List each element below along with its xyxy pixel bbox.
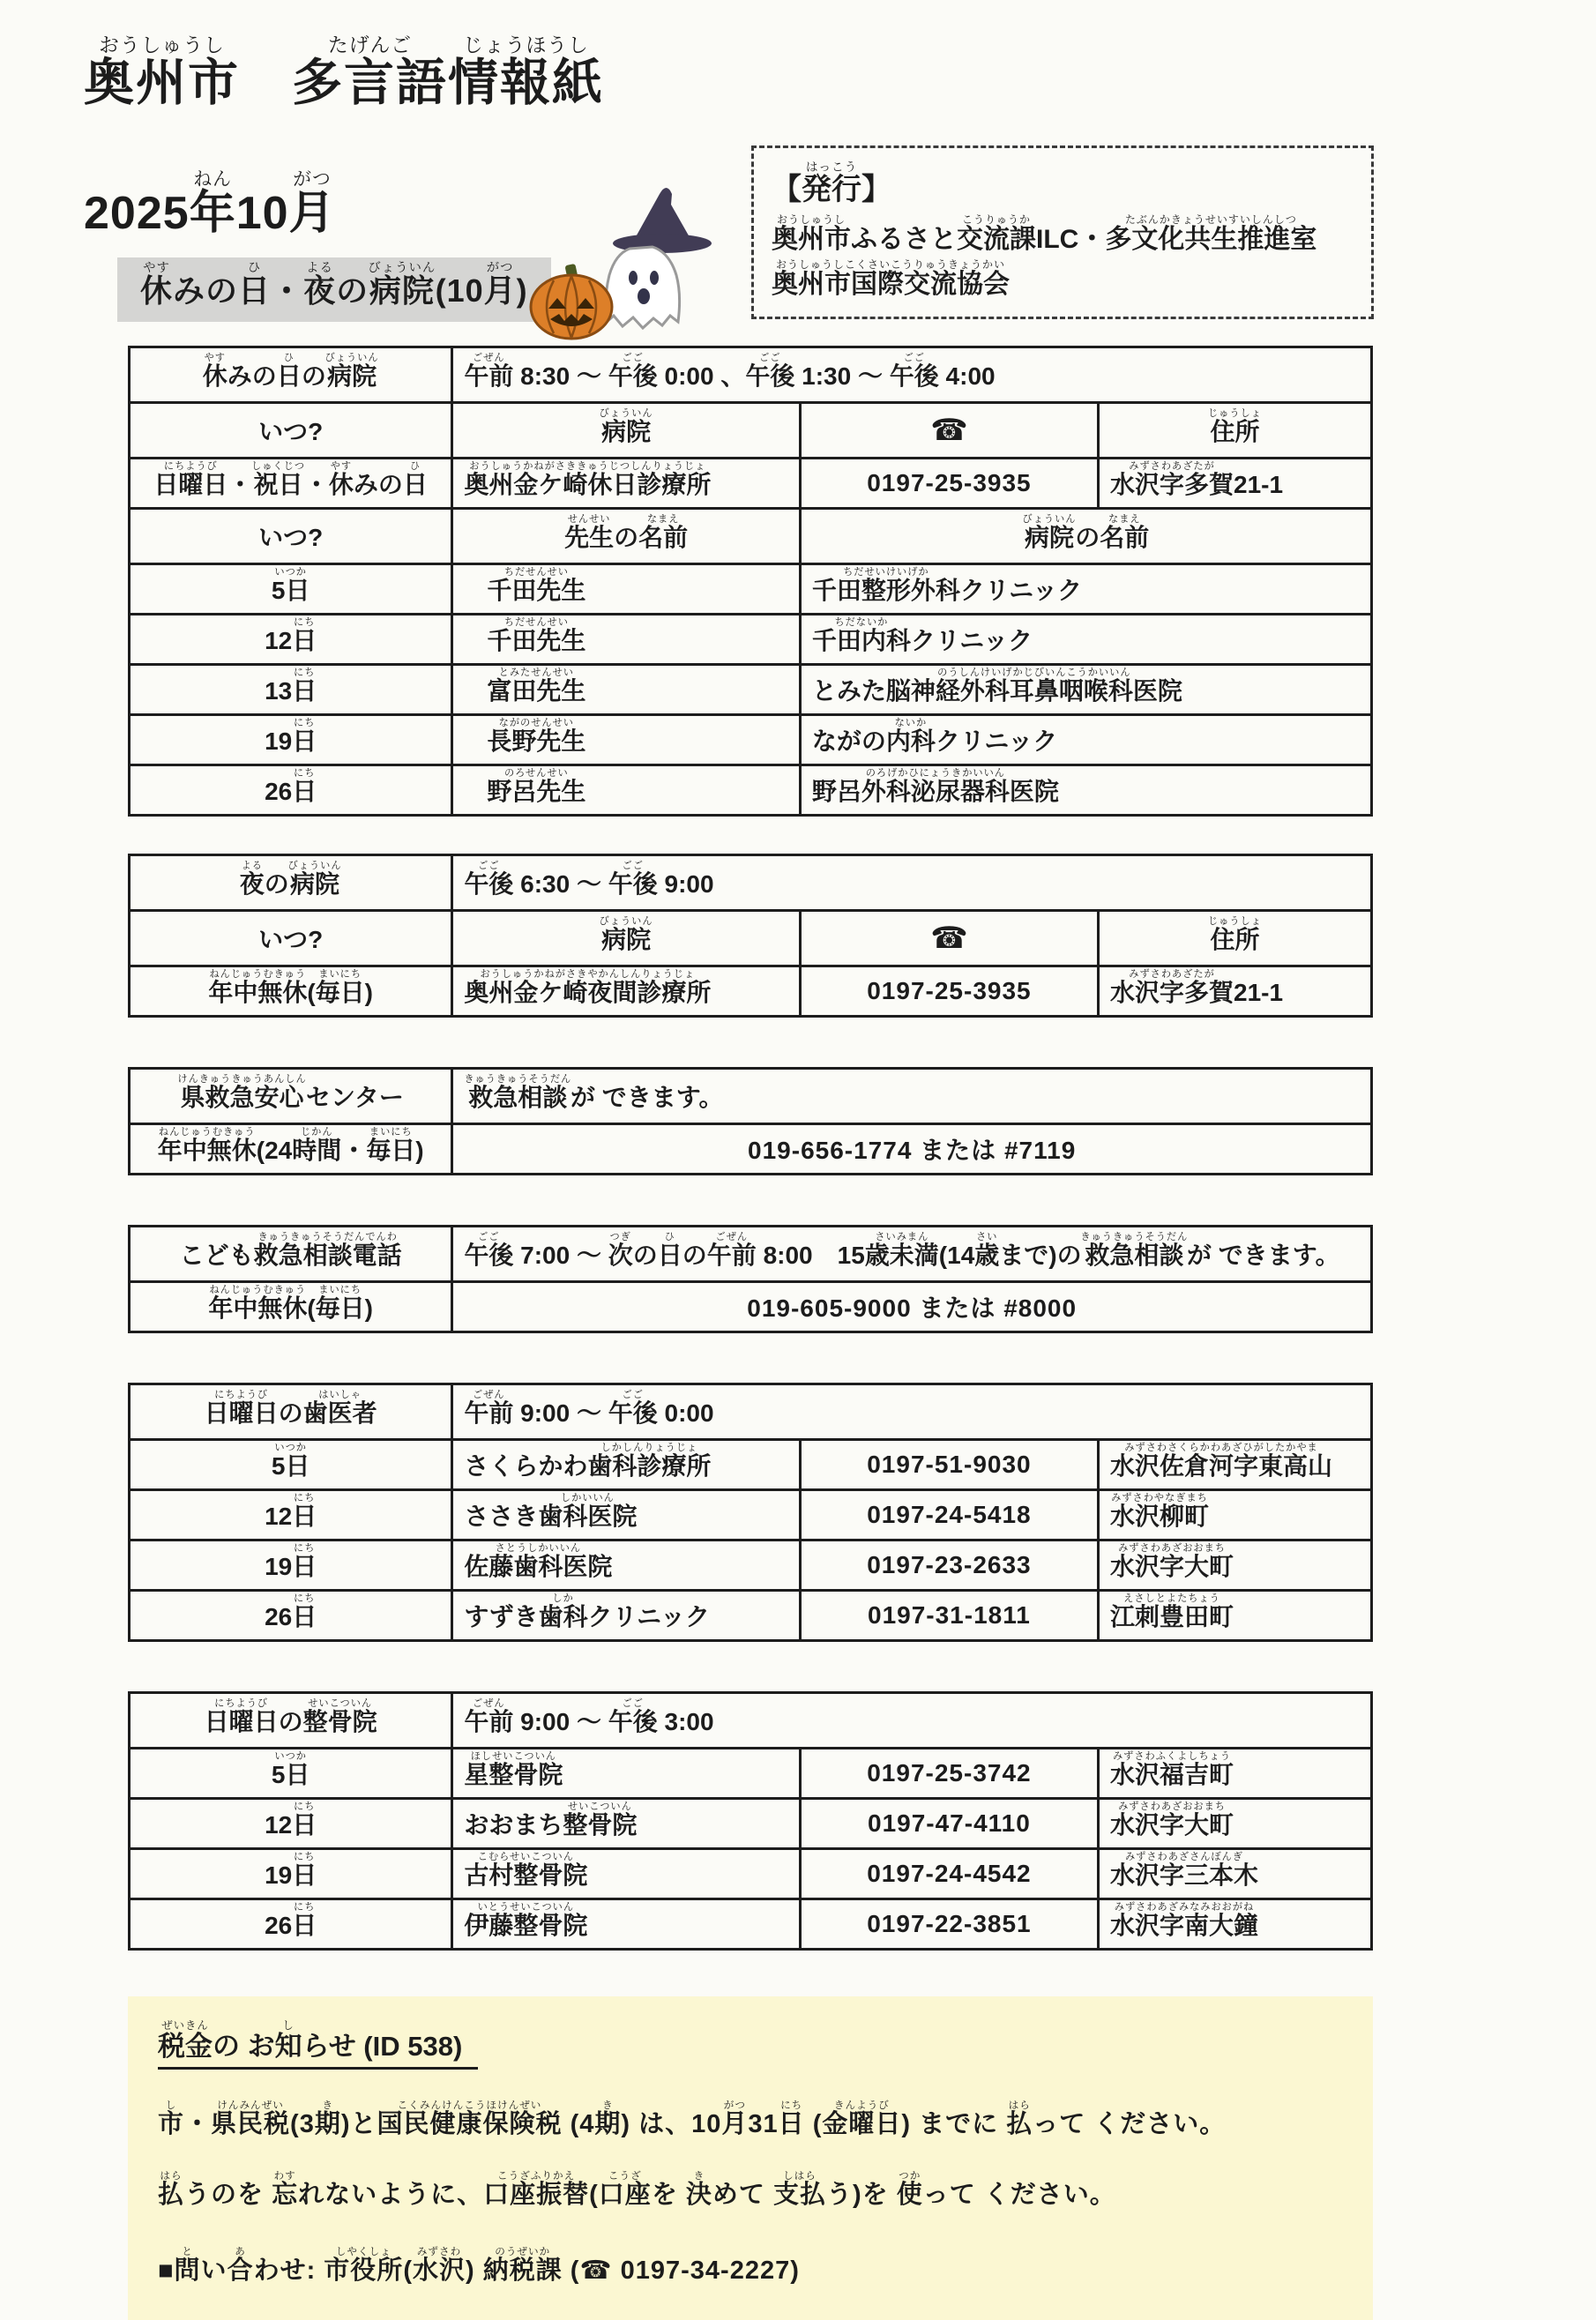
night-table-hours: 午後ごご 6:30 ～ 午後ごご 9:00 <box>452 855 1372 911</box>
publisher-heading: 【発行はっこう】 <box>772 160 891 206</box>
bonesetter-table-title: 日曜日にちようびの整骨院せいこついん <box>130 1693 452 1749</box>
col-header-when-2: いつ? <box>130 509 452 564</box>
table-row-phone: 0197-51-9030 <box>800 1440 1098 1490</box>
pumpkin-icon <box>531 264 612 339</box>
table-row-address: 水沢字三本木みずさわあざさんぼんぎ <box>1099 1849 1372 1899</box>
table-row-clinic: 佐藤歯科医院さとうしかいいん <box>452 1540 801 1591</box>
table-row-address: 水沢字大町みずさわあざおおまち <box>1099 1799 1372 1849</box>
table-row-phone: 0197-25-3935 <box>800 459 1098 509</box>
table-row-address: 江刺豊田町えさしとよたちょう <box>1099 1591 1372 1641</box>
phone-icon: ☎ <box>800 911 1098 966</box>
table-row-phone: 0197-23-2633 <box>800 1540 1098 1591</box>
table-row-day: 12日にち <box>130 1490 452 1540</box>
child-emergency-description: 午後ごご 7:00 ～ 次つぎの日ひの午前ごぜん 8:00 15歳未満さいみまん(14歳さいまで)の救急相談きゅうきゅうそうだんが できます。 <box>452 1227 1372 1282</box>
table-row-phone: 019-656-1774 または #7119 <box>452 1124 1372 1175</box>
issue-date: 2025年ねん10月がつ <box>84 169 336 239</box>
tax-notice-contact: ■問とい合あわせ: 市役所しやくしょ(水沢みずさわ) 納税課のうぜいか (☎ 0197-34-2227) <box>158 2246 800 2285</box>
night-table-title: 夜よるの病院びょういん <box>130 855 452 911</box>
table-row-address: 水沢字多賀みずさわあざたが21-1 <box>1099 966 1372 1017</box>
tax-notice-line-1: 市し・県民税けんみんぜい(3期き)と国民健康保険税こくみんけんこうほけんぜい (4期き) は、10月がつ31日にち (金曜日きんようび) までに 払はらって ください。 <box>158 2100 1227 2138</box>
table-row-doctor: 富田先生とみたせんせい <box>452 665 801 715</box>
holiday-table-hours: 午前ごぜん 8:30 ～ 午後ごご 0:00 、午後ごご 1:30 ～ 午後ごご 4:00 <box>452 347 1372 403</box>
page-title: 奥州市おうしゅうし 多言語たげんご情報紙じょうほうし <box>84 34 604 111</box>
table-row-address: 水沢柳町みずさわやなぎまち <box>1099 1490 1372 1540</box>
table-row-doctor: 千田先生ちだせんせい <box>452 615 801 665</box>
table-row-day: 12日にち <box>130 615 452 665</box>
dentist-table-title: 日曜日にちようびの歯医者はいしゃ <box>130 1384 452 1440</box>
table-row-clinic: おおまち整骨院せいこついん <box>452 1799 801 1849</box>
publisher-line-2: 奥州市国際交流協会おうしゅうしこくさいこうりゅうきょうかい <box>772 257 1010 299</box>
table-row-day: 26日にち <box>130 765 452 816</box>
tax-notice-box <box>128 1996 1373 2320</box>
col-header-address: 住所じゅうしょ <box>1099 911 1372 966</box>
sunday-bonesetter-table <box>128 1691 1373 1951</box>
table-row-day: 5日いつか <box>130 564 452 615</box>
table-row-day: 26日にち <box>130 1899 452 1950</box>
emergency-center-table <box>128 1067 1373 1175</box>
col-header-when: いつ? <box>130 403 452 459</box>
table-row-when: 年中無休ねんじゅうむきゅう(24時間じかん・毎日まいにち) <box>130 1124 452 1175</box>
table-row-hospital-name: ながの内科ないかクリニック <box>800 715 1371 765</box>
col-header-when: いつ? <box>130 911 452 966</box>
table-row-day: 12日にち <box>130 1799 452 1849</box>
table-row-address: 水沢字南大鐘みずさわあざみなみおおがね <box>1099 1899 1372 1950</box>
table-row-day: 5日いつか <box>130 1440 452 1490</box>
col-header-doctor: 先生せんせいの名前なまえ <box>452 509 801 564</box>
section-banner: 休やすみの日ひ・夜よるの病院びょういん(10月がつ) <box>117 257 551 322</box>
table-row-phone: 0197-25-3742 <box>800 1749 1098 1799</box>
holiday-table-title: 休やすみの日ひの病院びょういん <box>130 347 452 403</box>
sunday-dentist-table <box>128 1383 1373 1642</box>
table-row-phone: 0197-31-1811 <box>800 1591 1098 1641</box>
table-row-day: 19日にち <box>130 1540 452 1591</box>
ghost-icon <box>606 247 680 328</box>
table-row-address: 水沢福吉町みずさわふくよしちょう <box>1099 1749 1372 1799</box>
table-row-hospital-name: 野呂外科泌尿器科医院のろげかひにょうきかいいん <box>800 765 1371 816</box>
page-header <box>0 0 1596 346</box>
col-header-hospital: 病院びょういん <box>452 911 801 966</box>
table-row-day: 13日にち <box>130 665 452 715</box>
table-row-doctor: 千田先生ちだせんせい <box>452 564 801 615</box>
table-row-hospital-name: 千田内科ちだないかクリニック <box>800 615 1371 665</box>
table-row-clinic: ささき歯科医院しかいいん <box>452 1490 801 1540</box>
table-row-phone: 0197-22-3851 <box>800 1899 1098 1950</box>
table-row-day: 26日にち <box>130 1591 452 1641</box>
table-row-clinic: すずき歯科しかクリニック <box>452 1591 801 1641</box>
emergency-center-title: 県救急安心けんきゅうきゅうあんしんセンター <box>130 1069 452 1124</box>
night-hospital-table <box>128 854 1373 1018</box>
publisher-box <box>751 145 1374 319</box>
child-emergency-table <box>128 1225 1373 1333</box>
table-row-doctor: 長野先生ながのせんせい <box>452 715 801 765</box>
table-row-hospital-name: とみた脳神経外科耳鼻咽喉科医院のうしんけいげかじびいんこうかいいん <box>800 665 1371 715</box>
col-header-hospital-name: 病院びょういんの名前なまえ <box>800 509 1371 564</box>
table-row-hospital: 奥州金ケ崎夜間診療所おうしゅうかねがさきやかんしんりょうじょ <box>452 966 801 1017</box>
table-row-phone: 0197-24-5418 <box>800 1490 1098 1540</box>
table-row-hospital: 奥州金ケ崎休日診療所おうしゅうかねがさききゅうじつしんりょうじょ <box>452 459 801 509</box>
table-row-address: 水沢字大町みずさわあざおおまち <box>1099 1540 1372 1591</box>
table-row-clinic: さくらかわ歯科診療所しかしんりょうじょ <box>452 1440 801 1490</box>
table-row-phone: 0197-47-4110 <box>800 1799 1098 1849</box>
child-emergency-title: こども救急相談電話きゅうきゅうそうだんでんわ <box>130 1227 452 1282</box>
table-row-clinic: 星整骨院ほしせいこついん <box>452 1749 801 1799</box>
halloween-ghost-pumpkin-illustration <box>520 187 732 354</box>
table-row-address: 水沢字多賀みずさわあざたが21-1 <box>1099 459 1372 509</box>
emergency-center-description: 救急相談きゅうきゅうそうだんが できます。 <box>452 1069 1372 1124</box>
table-row-when: 年中無休ねんじゅうむきゅう(毎日まいにち) <box>130 1282 452 1332</box>
table-row-clinic: 古村整骨院こむらせいこついん <box>452 1849 801 1899</box>
table-row-address: 水沢佐倉河字東高山みずさわさくらかわあざひがしたかやま <box>1099 1440 1372 1490</box>
table-row-day: 5日いつか <box>130 1749 452 1799</box>
table-row-hospital-name: 千田整形外科ちだせいけいげかクリニック <box>800 564 1371 615</box>
table-row-phone: 0197-24-4542 <box>800 1849 1098 1899</box>
table-row-day: 19日にち <box>130 715 452 765</box>
table-row-when: 日曜日にちようび・祝日しゅくじつ・休やすみの日ひ <box>130 459 452 509</box>
bonesetter-table-hours: 午前ごぜん 9:00 ～ 午後ごご 3:00 <box>452 1693 1372 1749</box>
holiday-hospital-table <box>128 346 1373 817</box>
col-header-hospital: 病院びょういん <box>452 403 801 459</box>
table-row-doctor: 野呂先生のろせんせい <box>452 765 801 816</box>
dentist-table-hours: 午前ごぜん 9:00 ～ 午後ごご 0:00 <box>452 1384 1372 1440</box>
table-row-when: 年中無休ねんじゅうむきゅう(毎日まいにち) <box>130 966 452 1017</box>
col-header-address: 住所じゅうしょ <box>1099 403 1372 459</box>
table-row-day: 19日にち <box>130 1849 452 1899</box>
tax-notice-line-2: 払はらうのを 忘わすれないように、口座振替こうざふりかえ(口座こうざを 決きめて 支払しはらう)を 使つかって ください。 <box>158 2170 1116 2209</box>
table-row-phone: 019-605-9000 または #8000 <box>452 1282 1372 1332</box>
phone-icon: ☎ <box>800 403 1098 459</box>
table-row-clinic: 伊藤整骨院いとうせいこついん <box>452 1899 801 1950</box>
table-row-phone: 0197-25-3935 <box>800 966 1098 1017</box>
tax-notice-title: 税金ぜいきんの お知しらせ (ID 538) <box>158 2019 478 2070</box>
publisher-line-1: 奥州市おうしゅうしふるさと交流課こうりゅうかILC・多文化共生推進室たぶんかきょうせいすいしんしつ <box>772 213 1317 254</box>
